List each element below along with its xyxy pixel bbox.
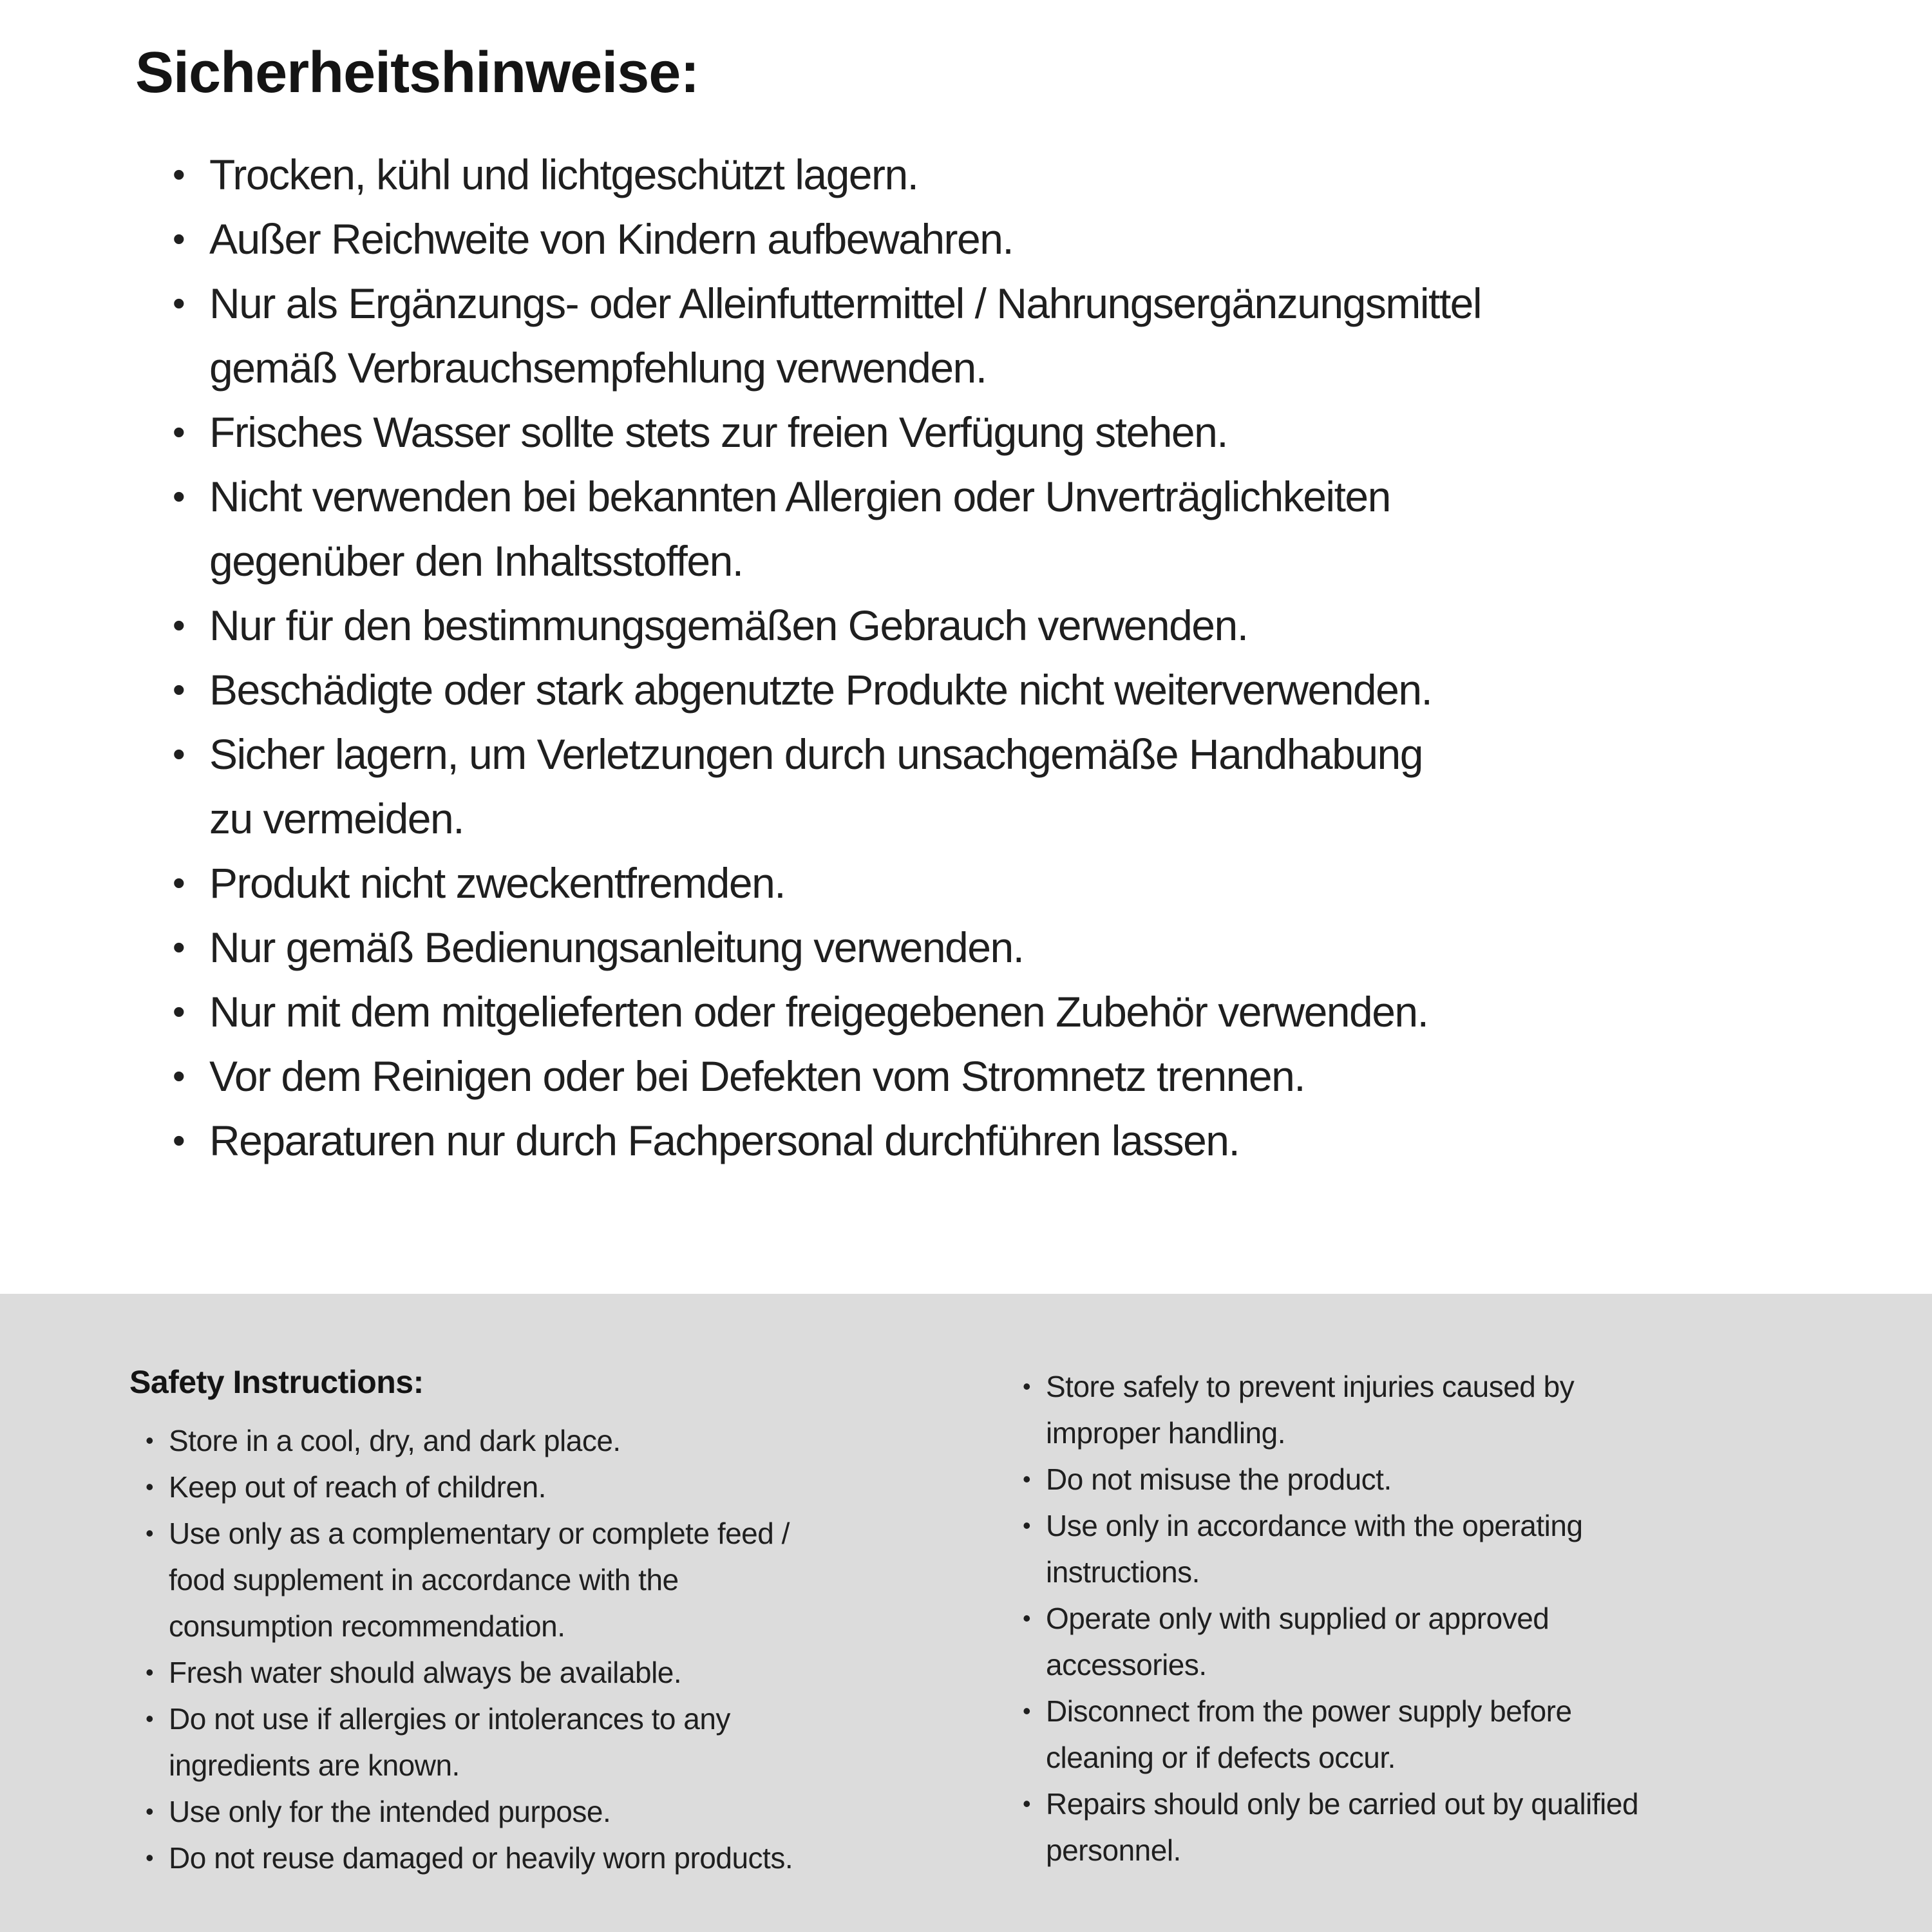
- list-item: [146, 1649, 992, 1696]
- list-item: [173, 851, 1874, 915]
- list-item-line: consumption recommendation.: [169, 1609, 565, 1643]
- list-item-line: • Frisches Wasser sollte stets zur freien Verfügung stehen.: [209, 408, 1228, 456]
- list-item: [1023, 1456, 1892, 1502]
- list-item-line: • Operate only with supplied or approved: [1046, 1602, 1549, 1635]
- list-item: [146, 1788, 992, 1835]
- list-item-line: • Reparaturen nur durch Fachpersonal durchführen lassen.: [209, 1117, 1240, 1164]
- list-item-line: • Repairs should only be carried out by qualified: [1046, 1787, 1639, 1821]
- list-item: [173, 1044, 1874, 1108]
- list-item: [173, 142, 1874, 207]
- english-section: [0, 1294, 1932, 1932]
- list-item-line: • Use only for the intended purpose.: [169, 1795, 611, 1828]
- list-item-line: • Do not use if allergies or intolerances to any: [169, 1702, 730, 1736]
- english-right-column: [1023, 1363, 1892, 1873]
- list-item: [173, 593, 1874, 658]
- english-left-column: [129, 1363, 992, 1881]
- list-item: [173, 980, 1874, 1044]
- list-item-line: • Nicht verwenden bei bekannten Allergien oder Unverträglichkeiten: [209, 473, 1390, 520]
- list-item-line: • Fresh water should always be available.: [169, 1656, 682, 1689]
- list-item-line: • Use only in accordance with the operating: [1046, 1509, 1583, 1542]
- list-item: [1023, 1688, 1892, 1781]
- german-section-title: Sicherheitshinweise:: [135, 41, 699, 105]
- list-item-line: • Außer Reichweite von Kindern aufbewahren.: [209, 215, 1014, 263]
- list-item: [1023, 1502, 1892, 1595]
- list-item: [1023, 1363, 1892, 1456]
- list-item-line: • Do not reuse damaged or heavily worn products.: [169, 1841, 793, 1875]
- english-bullet-list-left: [146, 1417, 992, 1881]
- list-item-line: gegenüber den Inhaltsstoffen.: [209, 537, 743, 585]
- list-item: [146, 1417, 992, 1464]
- list-item-line: instructions.: [1046, 1555, 1200, 1589]
- list-item: [146, 1835, 992, 1881]
- list-item: [173, 271, 1874, 400]
- list-item: [173, 658, 1874, 722]
- german-bullet-list: [173, 142, 1874, 1173]
- list-item-line: cleaning or if defects occur.: [1046, 1741, 1396, 1774]
- list-item-line: • Store in a cool, dry, and dark place.: [169, 1424, 621, 1457]
- list-item: [173, 400, 1874, 464]
- list-item: [173, 722, 1874, 851]
- list-item: [173, 207, 1874, 271]
- list-item-line: • Vor dem Reinigen oder bei Defekten vom Stromnetz trennen.: [209, 1052, 1305, 1100]
- list-item-line: • Use only as a complementary or complete feed /: [169, 1517, 790, 1550]
- list-item-line: gemäß Verbrauchsempfehlung verwenden.: [209, 344, 987, 392]
- list-item-line: accessories.: [1046, 1648, 1207, 1681]
- english-bullet-list-right: [1023, 1363, 1892, 1873]
- list-item-line: zu vermeiden.: [209, 795, 464, 842]
- list-item-line: • Nur mit dem mitgelieferten oder freigegebenen Zubehör verwenden.: [209, 988, 1428, 1036]
- list-item-line: • Nur als Ergänzungs- oder Alleinfuttermittel / Nahrungsergänzungsmittel: [209, 279, 1482, 327]
- list-item-line: improper handling.: [1046, 1416, 1286, 1450]
- list-item-line: • Do not misuse the product.: [1046, 1463, 1392, 1496]
- list-item: [173, 1108, 1874, 1173]
- list-item: [146, 1464, 992, 1510]
- list-item: [1023, 1781, 1892, 1873]
- list-item-line: • Store safely to prevent injuries caused by: [1046, 1370, 1575, 1403]
- list-item: [173, 915, 1874, 980]
- list-item-line: ingredients are known.: [169, 1748, 460, 1782]
- list-item-line: personnel.: [1046, 1833, 1181, 1867]
- list-item-line: • Nur gemäß Bedienungsanleitung verwenden.: [209, 923, 1024, 971]
- list-item: [173, 464, 1874, 593]
- list-item-line: • Nur für den bestimmungsgemäßen Gebrauch verwenden.: [209, 601, 1248, 649]
- list-item-line: food supplement in accordance with the: [169, 1563, 679, 1596]
- list-item-line: • Disconnect from the power supply before: [1046, 1694, 1572, 1728]
- list-item: [146, 1510, 992, 1649]
- list-item-line: • Keep out of reach of children.: [169, 1470, 546, 1504]
- list-item-line: • Trocken, kühl und lichtgeschützt lagern.: [209, 151, 918, 198]
- list-item-line: • Sicher lagern, um Verletzungen durch unsachgemäße Handhabung: [209, 730, 1423, 778]
- list-item: [1023, 1595, 1892, 1688]
- list-item-line: • Produkt nicht zweckentfremden.: [209, 859, 786, 907]
- list-item-line: • Beschädigte oder stark abgenutzte Produkte nicht weiterverwenden.: [209, 666, 1432, 714]
- list-item: [146, 1696, 992, 1788]
- english-section-title: Safety Instructions:: [129, 1364, 424, 1400]
